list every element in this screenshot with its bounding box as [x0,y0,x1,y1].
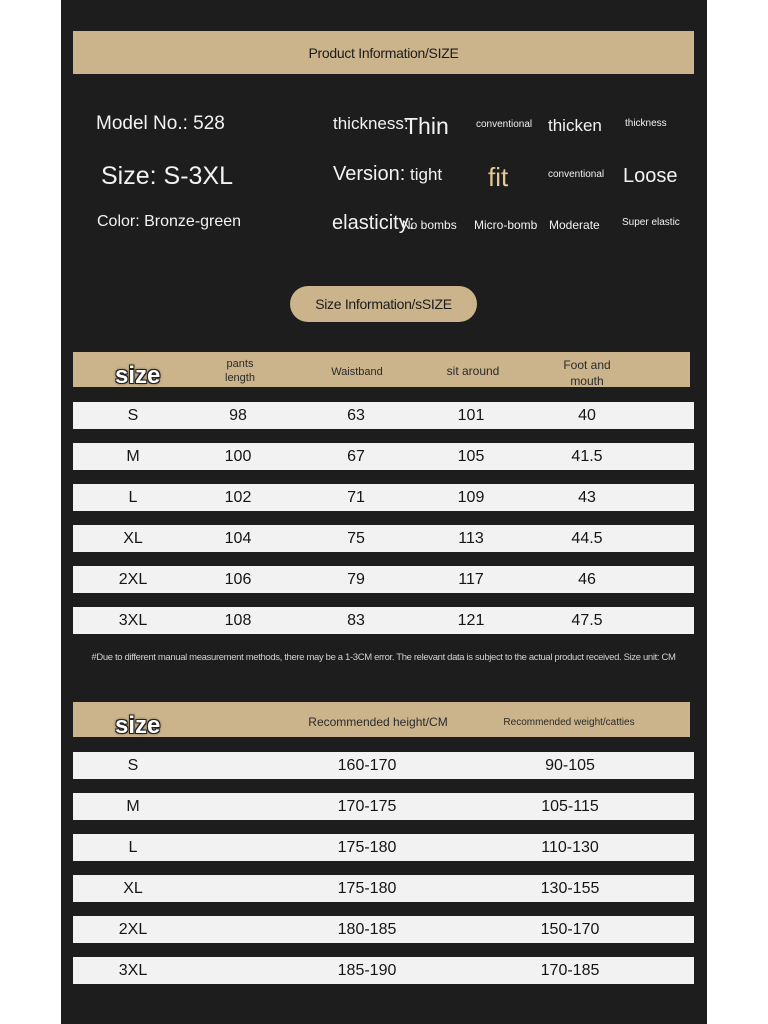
measurement-note: #Due to different manual measurement methods, there may be a 1-3CM error. The relevant data is subject to the actual product received. Size unit: CM [91,652,676,663]
elasticity-option-micro-bomb: Micro-bomb [474,218,538,232]
elasticity-option-super-elastic: Super elastic [622,217,680,228]
size-cell: S [127,757,139,774]
recommendation-header-weight: Recommended weight/catties [503,717,635,728]
foot-mouth-cell: 44.5 [571,530,603,547]
size-cell: 2XL [118,921,148,938]
pants-length-cell: 98 [229,407,247,424]
sit-around-cell: 113 [458,530,484,547]
size-cell: XL [123,530,143,547]
recommendation-row [73,916,694,943]
foot-mouth-cell: 43 [578,489,596,506]
size-cell: S [127,407,139,424]
recommendation-row [73,834,694,861]
size-cell: 2XL [118,571,148,588]
sit-around-cell: 121 [457,612,485,629]
sit-around-cell: 109 [457,489,485,506]
version-option-loose: Loose [623,165,678,187]
recommendation-row [73,752,694,779]
height-cell: 175-180 [337,839,397,856]
pants-length-cell: 104 [224,530,252,547]
waistband-cell: 79 [347,571,365,588]
product-sheet [61,0,707,1024]
version-option-fit: fit [488,162,509,192]
measurement-header-foot-mouth: Foot and mouth [563,358,611,388]
weight-cell: 130-155 [540,880,600,897]
recommendation-row [73,957,694,984]
waistband-cell: 83 [347,612,365,629]
weight-cell: 90-105 [545,757,595,774]
pants-length-cell: 102 [224,489,252,506]
measurement-row [73,484,694,511]
size-info-pill: Size Information/sSIZE [290,286,477,322]
weight-cell: 150-170 [540,921,600,938]
sit-around-cell: 101 [457,407,485,424]
measurement-row [73,566,694,593]
version-option-conventional: conventional [548,169,605,180]
recommendation-header-size: size [115,712,161,739]
measurement-header-sit-around: sit around [446,364,500,378]
measurement-header-size: size [115,362,161,389]
waistband-cell: 71 [347,489,365,506]
size-cell: 3XL [118,612,148,629]
height-cell: 160-170 [337,757,397,774]
thickness-option-thickness: thickness [625,118,667,129]
weight-cell: 170-185 [540,962,600,979]
measurement-row [73,607,694,634]
color-label: Color: Bronze-green [97,213,242,230]
foot-mouth-cell: 40 [578,407,596,424]
weight-cell: 110-130 [541,839,599,856]
weight-cell: 105-115 [541,798,599,815]
sit-around-cell: 117 [458,571,484,588]
measurement-header-pants-length: pants length [225,358,255,384]
measurement-header-waistband: Waistband [331,366,383,378]
height-cell: 185-190 [337,962,397,979]
elasticity-label: elasticity: [332,212,415,234]
version-label: Version: [333,163,406,185]
pants-length-cell: 106 [224,571,252,588]
foot-mouth-cell: 46 [578,571,596,588]
thickness-option-conventional: conventional [476,119,533,130]
pants-length-cell: 100 [224,448,252,465]
foot-mouth-cell: 47.5 [571,612,603,629]
pants-length-cell: 108 [224,612,252,629]
elasticity-option-moderate: Moderate [549,218,600,232]
size-range: Size: S-3XL [101,162,234,190]
elasticity-option-no-bombs: No bombs [402,218,457,232]
measurement-row [73,525,694,552]
product-info-banner: Product Information/SIZE [73,31,694,74]
height-cell: 170-175 [337,798,397,815]
thickness-option-thin: Thin [404,113,449,139]
size-cell: L [128,489,138,506]
recommendation-header-height: Recommended height/CM [308,715,448,729]
measurement-row [73,402,694,429]
height-cell: 180-185 [337,921,397,938]
waistband-cell: 75 [347,530,365,547]
recommendation-row [73,875,694,902]
recommendation-row [73,793,694,820]
size-cell: M [126,448,140,465]
sit-around-cell: 105 [457,448,485,465]
height-cell: 175-180 [337,880,397,897]
measurement-row [73,443,694,470]
size-cell: 3XL [118,962,148,979]
size-cell: XL [123,880,143,897]
foot-mouth-cell: 41.5 [571,448,603,465]
waistband-cell: 67 [347,448,365,465]
waistband-cell: 63 [347,407,365,424]
version-option-tight: tight [410,165,443,184]
model-number: Model No.: 528 [96,113,225,134]
size-cell: M [126,798,140,815]
size-cell: L [128,839,138,856]
thickness-label: thickness: [333,114,409,133]
thickness-option-thicken: thicken [548,116,602,135]
